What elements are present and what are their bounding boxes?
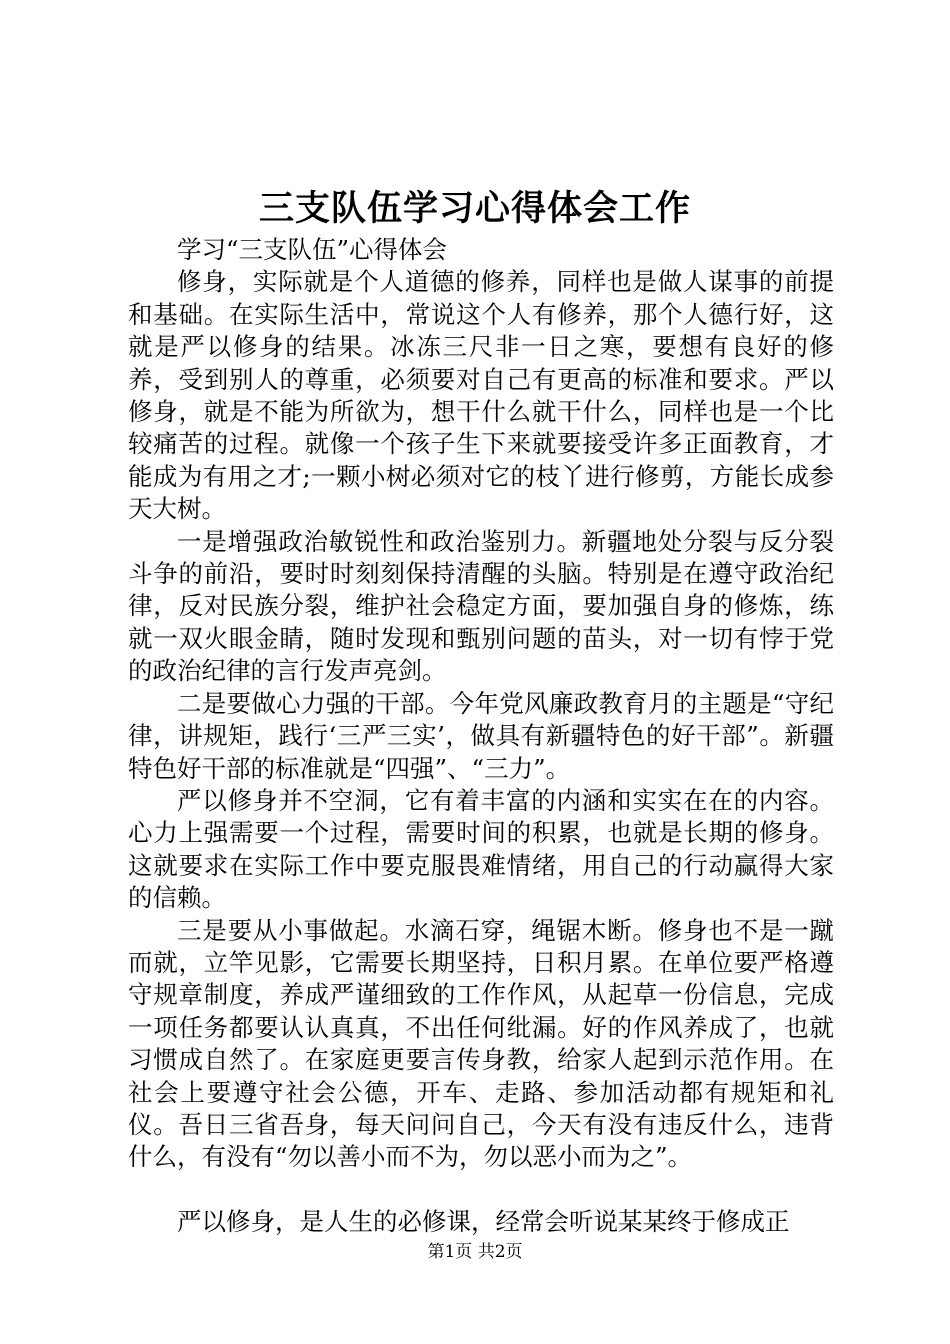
- body-paragraph: 严以修身，是人生的必修课，经常会听说某某终于修成正: [177, 1206, 790, 1236]
- body-paragraph: 二是要做心力强的干部。今年党风廉政教育月的主题是“守纪律，讲规矩，践行‘三严三实’，做具有新疆特色的好干部”。新疆特色好干部的标准就是“四强”、“三力”。: [128, 688, 834, 783]
- document-body: [128, 234, 834, 1238]
- subtitle-paragraph: 学习“三支队伍”心得体会: [177, 235, 448, 264]
- body-paragraph: 严以修身并不空洞，它有着丰富的内涵和实实在在的内容。心力上强需要一个过程，需要时间的积累，也就是长期的修身。这就要求在实际工作中要克服畏难情绪，用自己的行动赢得大家的信赖。: [128, 785, 834, 913]
- page-footer: 第1页 共2页: [427, 1242, 523, 1262]
- body-paragraph: 一是增强政治敏锐性和政治鉴别力。新疆地处分裂与反分裂斗争的前沿，要时时刻刻保持清醒的头脑。特别是在遵守政治纪律，反对民族分裂，维护社会稳定方面，要加强自身的修炼，练就一双火眼金睛，随时发现和甄别问题的苗头，对一切有悖于党的政治纪律的言行发声亮剑。: [128, 526, 834, 686]
- body-paragraph: 修身，实际就是个人道德的修养，同样也是做人谋事的前提和基础。在实际生活中，常说这个人有修养，那个人德行好，这就是严以修身的结果。冰冻三尺非一日之寒，要想有良好的修养，受到别人的尊重，必须要对自己有更高的标准和要求。严以修身，就是不能为所欲为，想干什么就干什么，同样也是一个比较痛苦的过程。就像一个孩子生下来就要接受许多正面教育，才能成为有用之才;一颗小树必须对它的枝丫进行修剪，方能长成参天大树。: [128, 267, 834, 524]
- body-paragraph: 三是要从小事做起。水滴石穿，绳锯木断。修身也不是一蹴而就，立竿见影，它需要长期坚持，日积月累。在单位要严格遵守规章制度，养成严谨细致的工作作风，从起草一份信息，完成一项任务都要认认真真，不出任何纰漏。好的作风养成了，也就习惯成自然了。在家庭更要言传身教，给家人起到示范作用。在社会上要遵守社会公德，开车、走路、参加活动都有规矩和礼仪。吾日三省吾身，每天问问自己，今天有没有违反什么，违背什么，有没有“勿以善小而不为，勿以恶小而为之”。: [128, 915, 834, 1172]
- document-title: 三支队伍学习心得体会工作: [258, 188, 691, 229]
